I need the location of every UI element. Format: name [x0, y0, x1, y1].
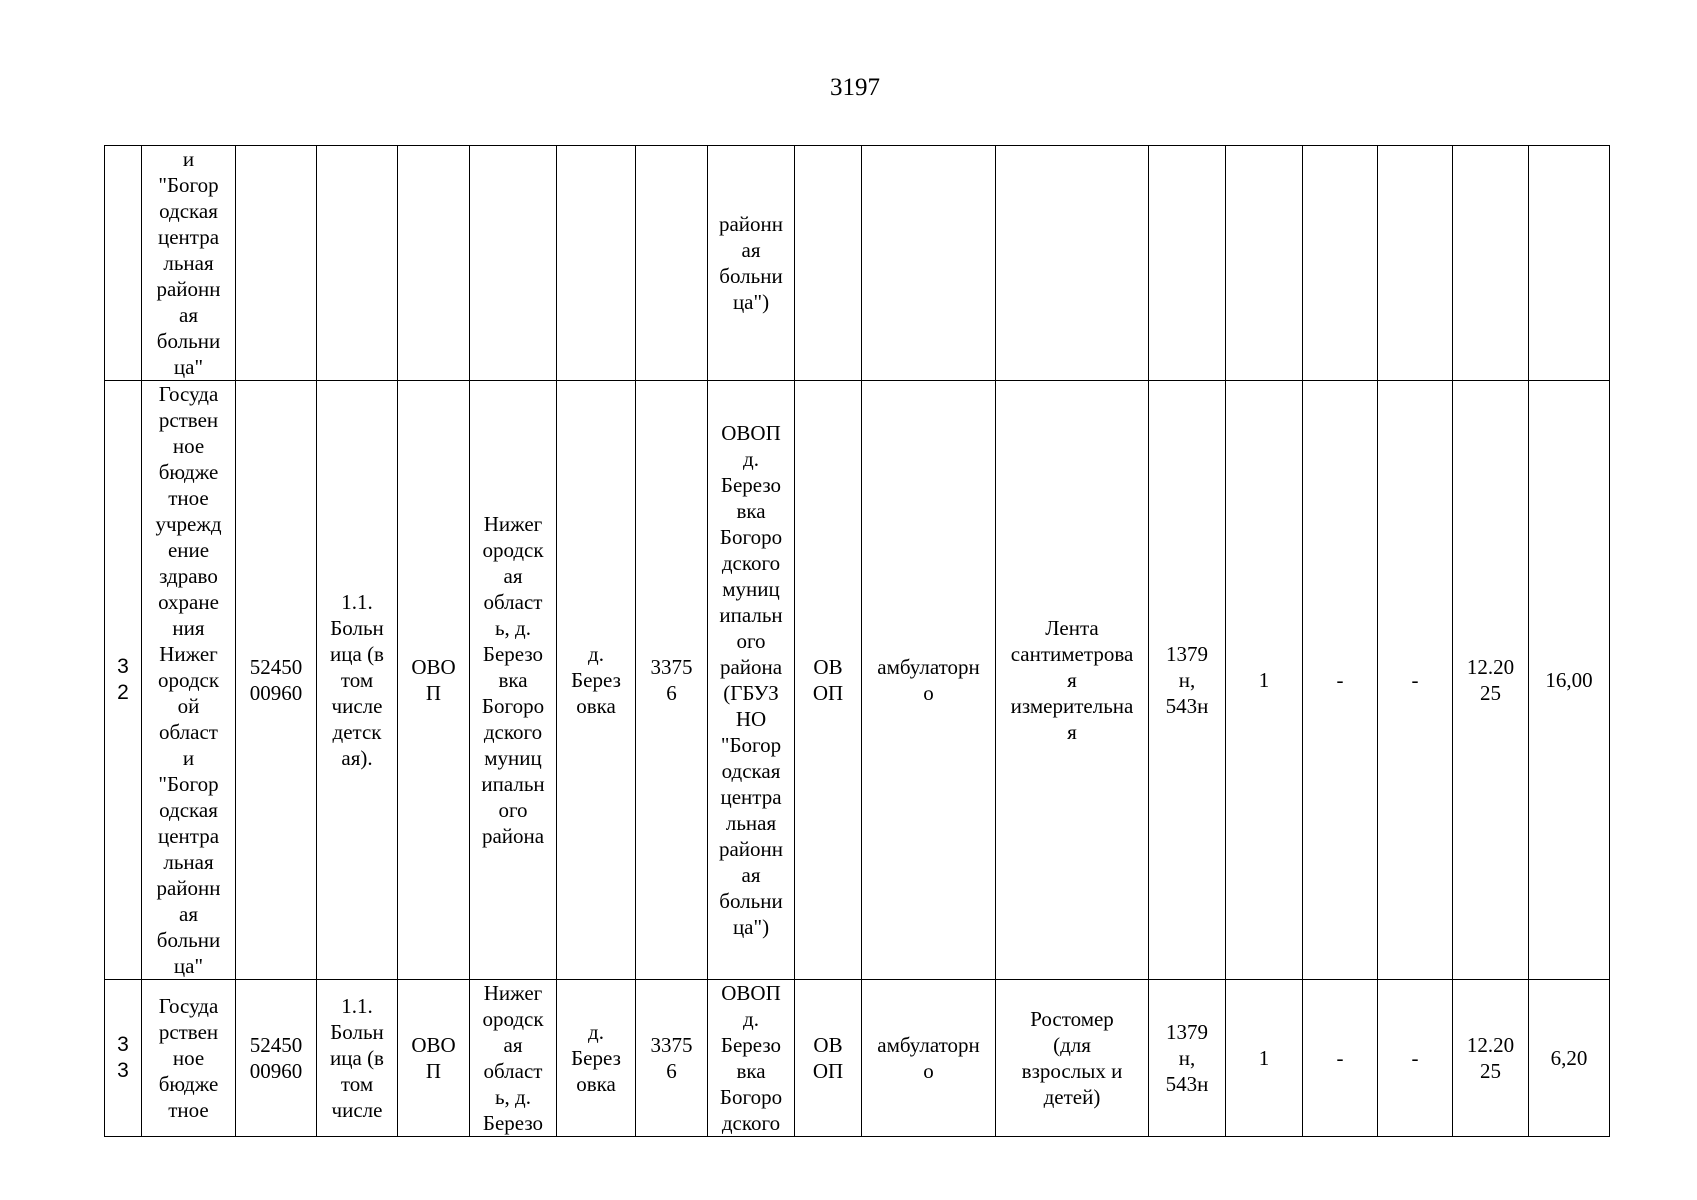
cell-organization: Госуда рствен ное бюдже тное — [142, 980, 236, 1137]
cell-locality — [557, 146, 636, 381]
cell-date: 12.20 25 — [1453, 381, 1529, 980]
table-row — [105, 381, 1610, 980]
cell-locality: д. Берез овка — [557, 980, 636, 1137]
cell-locality-code: 3375 6 — [636, 980, 708, 1137]
cell-locality: д. Берез овка — [557, 381, 636, 980]
cell-date — [1453, 146, 1529, 381]
cell-quantity: 1 — [1226, 980, 1303, 1137]
cell-facility-type: 1.1. Больн ица (в том числе детск ая). — [317, 381, 398, 980]
cell-unit-name: районн ая больни ца") — [708, 146, 795, 381]
cell-unit-type — [398, 146, 470, 381]
cell-equipment-name: Лента сантиметрова я измерительна я — [996, 381, 1149, 980]
cell-code — [236, 146, 317, 381]
cell-col-16: - — [1378, 980, 1453, 1137]
cell-locality-code: 3375 6 — [636, 381, 708, 980]
cell-unit-abbr — [795, 146, 862, 381]
cell-row-number: 3 3 — [105, 980, 142, 1137]
cell-organization: Госуда рствен ное бюдже тное учрежд ение здраво охране ния Нижег ородск ой област и "Богор одская центра льная районн ая больни ца" — [142, 381, 236, 980]
cell-code: 52450 00960 — [236, 381, 317, 980]
cell-amount: 16,00 — [1529, 381, 1610, 980]
cell-equipment-name: Ростомер (для взрослых и детей) — [996, 980, 1149, 1137]
cell-order-ref: 1379 н, 543н — [1149, 980, 1226, 1137]
table-row — [105, 980, 1610, 1137]
cell-care-form — [862, 146, 996, 381]
cell-unit-abbr: ОВ ОП — [795, 980, 862, 1137]
page-number: 3197 — [830, 74, 880, 101]
cell-col-15: - — [1303, 381, 1378, 980]
cell-order-ref: 1379 н, 543н — [1149, 381, 1226, 980]
cell-unit-type: ОВО П — [398, 381, 470, 980]
cell-order-ref — [1149, 146, 1226, 381]
cell-quantity: 1 — [1226, 381, 1303, 980]
table-row — [105, 146, 1610, 381]
cell-quantity — [1226, 146, 1303, 381]
cell-amount — [1529, 146, 1610, 381]
cell-facility-type — [317, 146, 398, 381]
cell-code: 52450 00960 — [236, 980, 317, 1137]
cell-facility-type: 1.1. Больн ица (в том числе — [317, 980, 398, 1137]
cell-unit-type: ОВО П — [398, 980, 470, 1137]
cell-address — [470, 146, 557, 381]
cell-address: Нижег ородск ая област ь, д. Березо — [470, 980, 557, 1137]
cell-col-15 — [1303, 146, 1378, 381]
equipment-table — [104, 145, 1610, 1137]
cell-unit-abbr: ОВ ОП — [795, 381, 862, 980]
cell-unit-name: ОВОП д. Березо вка Богоро дского — [708, 980, 795, 1137]
cell-unit-name: ОВОП д. Березо вка Богоро дского муниц ипальн ого района (ГБУЗ НО "Богор одская центра льная районн ая больни ца") — [708, 381, 795, 980]
cell-date: 12.20 25 — [1453, 980, 1529, 1137]
cell-col-15: - — [1303, 980, 1378, 1137]
cell-care-form: амбулаторн о — [862, 980, 996, 1137]
cell-organization: и "Богор одская центра льная районн ая больни ца" — [142, 146, 236, 381]
cell-locality-code — [636, 146, 708, 381]
cell-col-16 — [1378, 146, 1453, 381]
cell-equipment-name — [996, 146, 1149, 381]
cell-amount: 6,20 — [1529, 980, 1610, 1137]
cell-row-number: 3 2 — [105, 381, 142, 980]
cell-row-number — [105, 146, 142, 381]
cell-address: Нижег ородск ая област ь, д. Березо вка Богоро дского муниц ипальн ого района — [470, 381, 557, 980]
cell-col-16: - — [1378, 381, 1453, 980]
cell-care-form: амбулаторн о — [862, 381, 996, 980]
